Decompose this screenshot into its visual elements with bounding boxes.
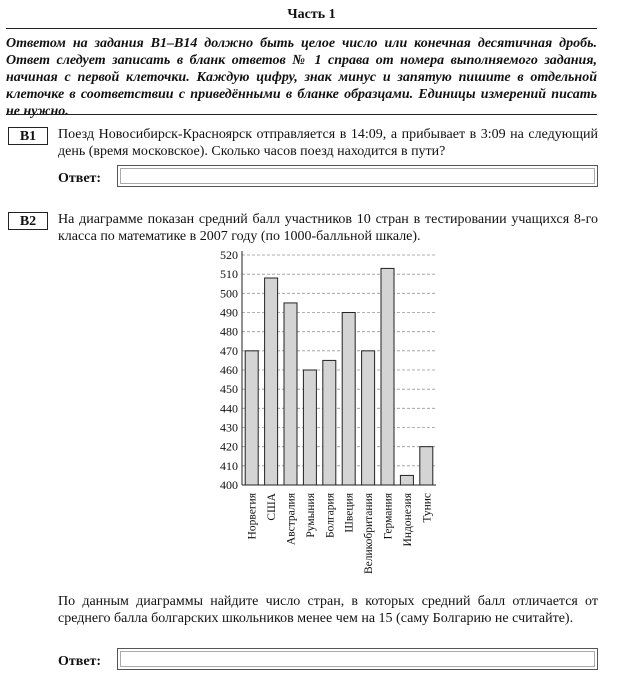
x-tick-label: Австралия bbox=[285, 493, 298, 546]
task-b2-question: По данным диаграммы найдите число стран, в которых средний балл отличается от среднего балла болгарских школьников менее чем на 15 (саму Болгарию не считайте). bbox=[58, 594, 598, 626]
x-tick-label: США bbox=[266, 493, 279, 521]
bar-6 bbox=[362, 351, 375, 485]
instructions-text: Ответом на задания B1–B14 должно быть целое число или конечная десятичная дробь. Ответ следует записать в бланк ответов № 1 справа от номера выполняемого задания, начиная с первой клеточки. Каждую цифру, знак минус и запятую пишите в отдельной клеточке в соответствии с приведёнными в бланке образцами. Единицы измерений писать не нужно. bbox=[6, 36, 597, 119]
task-b1-answer-field[interactable] bbox=[117, 165, 598, 187]
y-tick-label: 500 bbox=[220, 286, 238, 301]
bar-chart bbox=[200, 248, 440, 578]
part-title: Часть 1 bbox=[287, 7, 336, 22]
y-tick-label: 470 bbox=[220, 343, 238, 358]
x-tick-label: Румыния bbox=[304, 493, 317, 538]
y-tick-label: 460 bbox=[220, 363, 238, 377]
bar-1 bbox=[265, 278, 278, 485]
y-tick-label: 400 bbox=[220, 478, 238, 492]
y-tick-label: 440 bbox=[220, 401, 238, 416]
task-b1-label: B1 bbox=[8, 127, 48, 145]
task-b2-text: На диаграмме показан средний балл участников 10 стран в тестировании учащихся 8-го класса по математике в 2007 году (по 1000-балльной шкале). bbox=[58, 212, 598, 244]
y-tick-label: 510 bbox=[220, 267, 238, 282]
bar-8 bbox=[400, 475, 413, 485]
y-tick-label: 480 bbox=[220, 324, 238, 339]
task-b1-text: Поезд Новосибирск-Красноярск отправляется в 14:09, а прибывает в 3:09 на следующий день (время московское). Сколько часов поезд находится в пути? bbox=[58, 127, 598, 159]
y-tick-label: 430 bbox=[220, 420, 238, 435]
chart-y-ticks bbox=[220, 248, 238, 492]
x-tick-label: Швеция bbox=[343, 493, 356, 533]
bar-3 bbox=[303, 370, 316, 485]
divider-bottom bbox=[6, 114, 597, 115]
x-tick-label: Норвегия bbox=[246, 493, 259, 540]
bar-0 bbox=[245, 351, 258, 485]
x-tick-label: Болгария bbox=[324, 493, 337, 538]
y-tick-label: 520 bbox=[220, 248, 238, 262]
bar-7 bbox=[381, 268, 394, 485]
task-b2-label: B2 bbox=[8, 212, 48, 230]
bar-5 bbox=[342, 313, 355, 486]
chart-x-ticks bbox=[247, 492, 434, 574]
x-tick-label: Тунис bbox=[421, 493, 434, 523]
y-tick-label: 450 bbox=[220, 382, 238, 397]
bar-2 bbox=[284, 303, 297, 485]
x-tick-label: Индонезия bbox=[401, 493, 414, 547]
chart-bars bbox=[245, 268, 433, 485]
y-tick-label: 420 bbox=[220, 439, 238, 454]
task-b2-answer-label: Ответ: bbox=[58, 654, 102, 669]
task-b2-answer-field[interactable] bbox=[117, 648, 598, 670]
task-b1-answer-label: Ответ: bbox=[58, 171, 102, 186]
x-tick-label: Германия bbox=[382, 493, 395, 540]
bar-9 bbox=[420, 447, 433, 485]
y-tick-label: 490 bbox=[220, 305, 238, 320]
divider-top bbox=[6, 28, 597, 29]
y-tick-label: 410 bbox=[220, 458, 238, 473]
bar-4 bbox=[323, 360, 336, 485]
x-tick-label: Великобритания bbox=[363, 493, 376, 575]
